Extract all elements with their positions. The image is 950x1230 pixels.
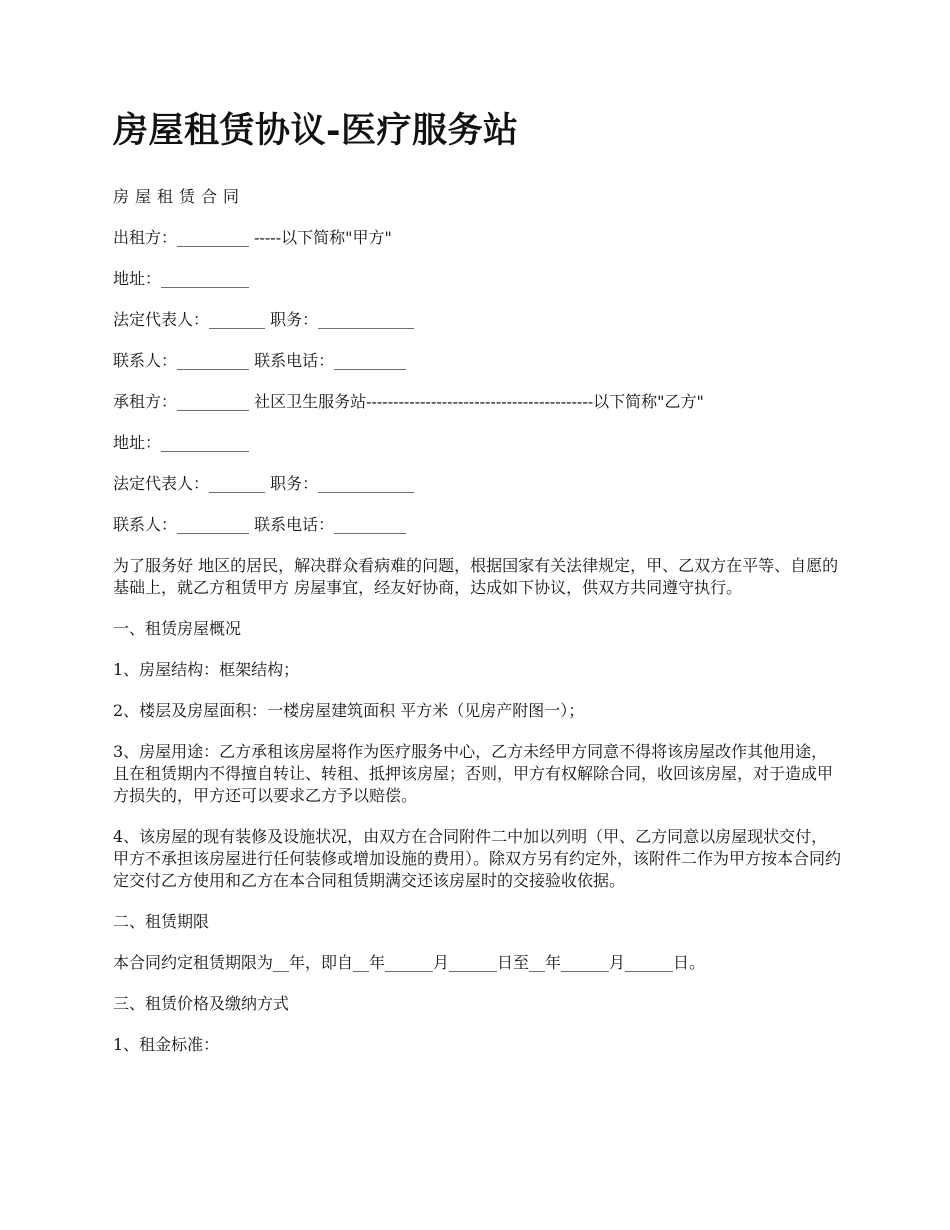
clause-usage: 3、房屋用途：乙方承租该房屋将作为医疗服务中心，乙方未经甲方同意不得将该房屋改作其他用途，且在租赁期内不得擅自转让、转租、抵押该房屋；否则，甲方有权解除合同，收回该房屋，对于造成甲方损失的，甲方还可以要求乙方予以赔偿。 <box>113 742 834 805</box>
clause-structure: 1、房屋结构：框架结构； <box>113 660 300 679</box>
lessee-contact: 联系人：_________ 联系电话：_________ <box>113 515 407 534</box>
section-heading-price: 三、租赁价格及缴纳方式 <box>113 994 290 1013</box>
clause-decoration: 4、该房屋的现有装修及设施状况，由双方在合同附件二中加以列明（甲、乙方同意以房屋现状交付，甲方不承担该房屋进行任何装修或增加设施的费用）。除双方另有约定外，该附件二作为甲方按本合同约定交付乙方使用和乙方在本合同租赁期满交还该房屋时的交接验收依据。 <box>113 827 842 890</box>
section-heading-overview: 一、租赁房屋概况 <box>113 619 242 638</box>
lessor-contact: 联系人：_________ 联系电话：_________ <box>113 351 407 370</box>
contract-subtitle: 房屋租赁合同 <box>113 187 246 206</box>
document-page <box>113 110 843 1075</box>
clause-rent-standard: 1、租金标准： <box>113 1035 220 1054</box>
preamble-paragraph: 为了服务好 地区的居民，解决群众看病难的问题，根据国家有关法律规定，甲、乙双方在平等、自愿的基础上，就乙方租赁甲方 房屋事宜，经友好协商，达成如下协议，供双方共同遵守执行。 <box>113 556 839 597</box>
section-heading-term: 二、租赁期限 <box>113 912 210 931</box>
lessee-address: 地址：___________ <box>113 433 250 452</box>
lessee-representative: 法定代表人：_______ 职务：____________ <box>113 474 415 493</box>
lessor-address: 地址：___________ <box>113 269 250 288</box>
lessee-line: 承租方：_________ 社区卫生服务站------------------------------------------以下简称"乙方" <box>113 392 704 411</box>
lessor-line: 出租方：_________ -----以下简称"甲方" <box>113 228 392 247</box>
lessor-representative: 法定代表人：_______ 职务：____________ <box>113 310 415 329</box>
document-title: 房屋租赁协议-医疗服务站 <box>113 110 519 151</box>
clause-term: 本合同约定租赁期限为__年，即自__年______月______日至__年______月______日。 <box>113 953 706 972</box>
clause-floor-area: 2、楼层及房屋面积：一楼房屋建筑面积 平方米（见房产附图一）； <box>113 701 585 720</box>
